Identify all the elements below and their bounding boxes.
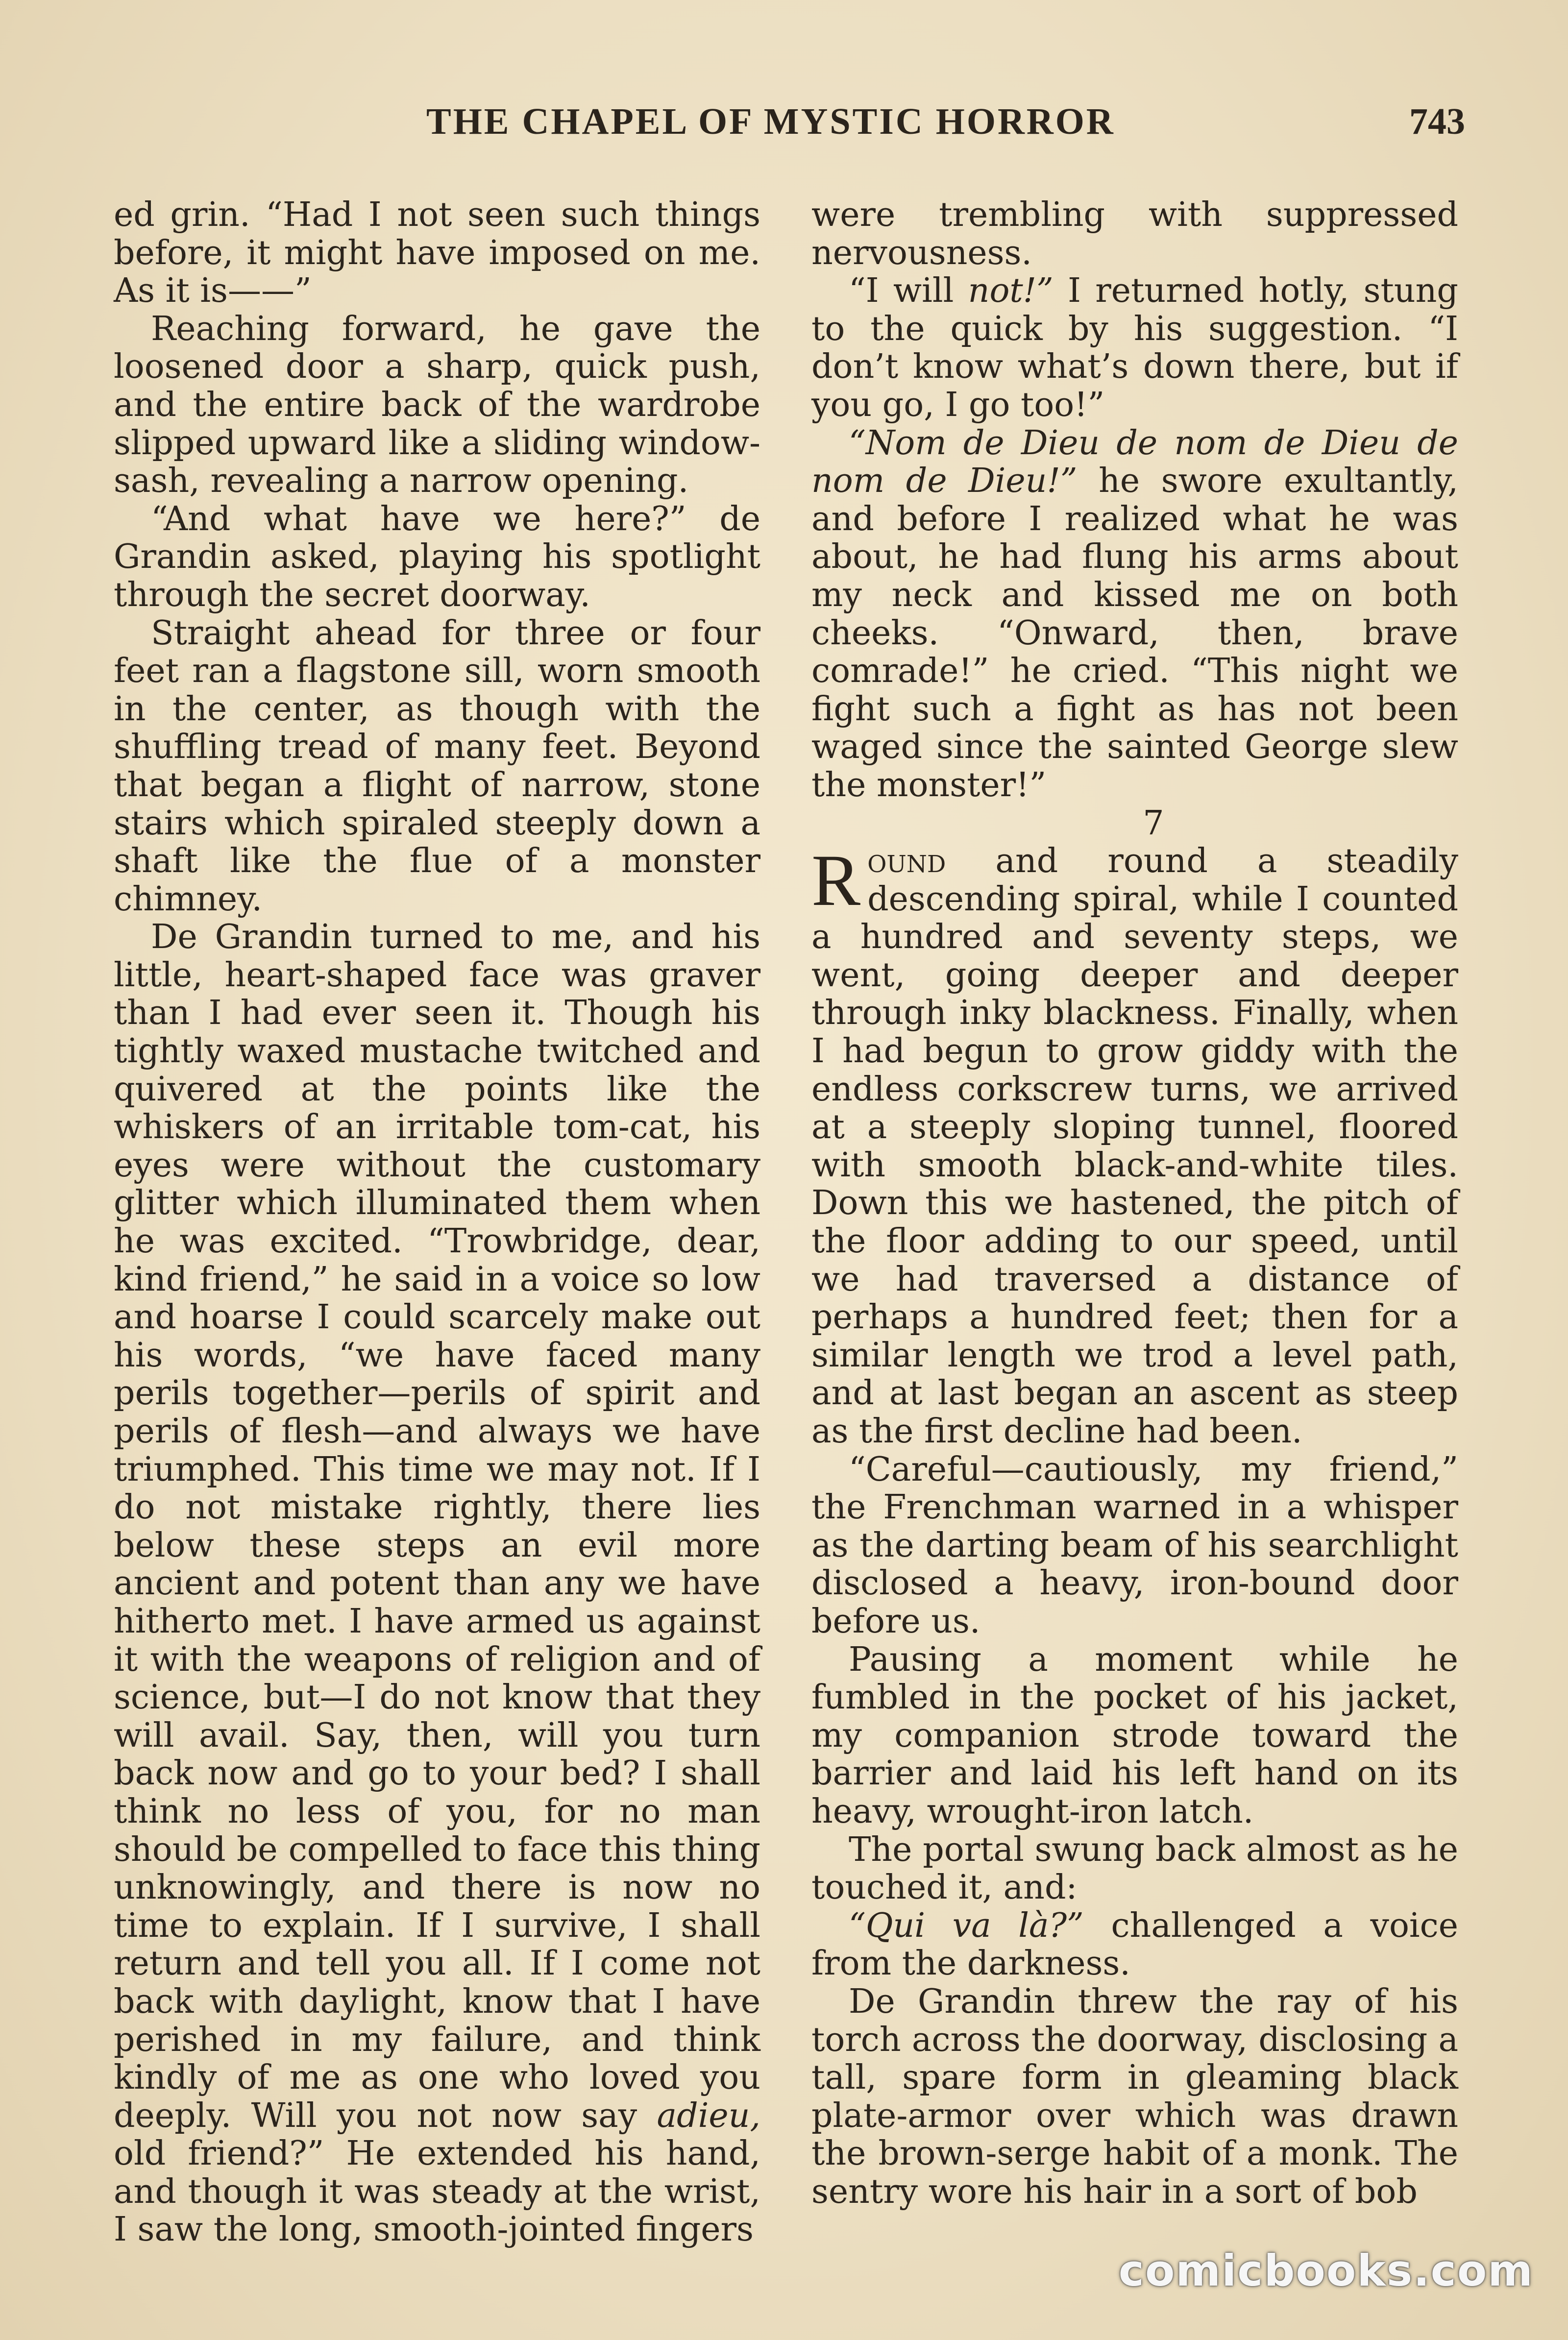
paragraph: were trembling with suppressed nervousness. — [811, 195, 1458, 272]
paragraph — [114, 918, 760, 2249]
paragraph-text: and round a steadily descending spiral, while I counted a hundred and seventy steps, we went, going deeper and deeper through inky blackness. Finally, when I had begun to grow giddy with the endless corkscrew turns, we arrived at a steeply sloping tunnel, floored with smooth black-and-white tiles. Down this we hastened, the pitch of the floor adding to our speed, until we had traversed a distance of perhaps a hundred feet; then for a similar length we trod a level path, and at last began an ascent as steep as the first decline had been. — [811, 842, 1458, 1451]
paragraph — [811, 272, 1458, 424]
paragraph-text: old friend?” He extended his hand, and though it was steady at the wrist, I saw the long, smooth-jointed fingers — [114, 2134, 760, 2249]
paragraph — [811, 1907, 1458, 1983]
italic-text: “Qui va là?” — [849, 1906, 1084, 1945]
italic-text: not!” — [968, 271, 1054, 311]
paragraph-text: challenged a voice from the darkness. — [811, 1906, 1458, 1983]
paragraph-text: I returned hotly, stung to the quick by his suggestion. “I don’t know what’s down there, but if you go, I go too!” — [811, 271, 1458, 424]
running-head — [113, 100, 1465, 145]
paragraph: The portal swung back almost as he touched it, and: — [811, 1830, 1458, 1907]
watermark: comicbooks.com — [1118, 2245, 1534, 2296]
paragraph: “And what have we here?” de Grandin asked, playing his spotlight through the secret doorway. — [114, 499, 760, 614]
italic-word: adieu, — [657, 2096, 761, 2135]
small-caps-lead: ound — [867, 842, 946, 881]
left-column — [114, 196, 760, 2249]
page-number: 743 — [1409, 101, 1465, 142]
paragraph-text: he swore exultantly, and before I realized what he was about, he had flung his arms about my neck and kissed me on both cheeks. “Onward, then, brave comrade!” he cried. “This night we fight such a fight as has not been waged since the sainted George slew the monster!” — [811, 462, 1458, 804]
drop-cap: R — [811, 840, 861, 922]
paragraph: Straight ahead for three or four feet ran a flagstone sill, worn smooth in the center, as though with the shuffling tread of many feet. Beyond that began a flight of narrow, stone stairs which spiraled steeply down a shaft like the flue of a monster chimney. — [114, 613, 760, 919]
section-number: 7 — [1143, 804, 1164, 843]
running-title: THE CHAPEL OF MYSTIC HORROR — [426, 101, 1115, 142]
paragraph: De Grandin threw the ray of his torch across the doorway, disclosing a tall, spare form in gleaming black plate-armor over which was drawn the brown-serge habit of a monk. The sentry wore his hair in a sort of bob — [811, 1982, 1458, 2211]
paragraph-text: “I will — [849, 271, 954, 311]
paragraph: “Careful—cautiously, my friend,” the Frenchman warned in a whisper as the darting beam of his searchlight disclosed a heavy, iron-bound door before us. — [811, 1450, 1458, 1641]
italic-text: “Nom de Dieu de nom de Dieu de nom de Dieu!” — [811, 423, 1458, 501]
paragraph: Reaching forward, he gave the loosened door a sharp, quick push, and the entire back of the wardrobe slipped upward like a sliding window-sash, revealing a narrow opening. — [114, 309, 760, 501]
paragraph — [811, 424, 1458, 804]
paragraph: Pausing a moment while he fumbled in the pocket of his jacket, my companion strode toward the barrier and laid his left hand on its heavy, wrought-iron latch. — [811, 1640, 1458, 1831]
paragraph: ed grin. “Had I not seen such things before, it might have imposed on me. As it is——” — [114, 195, 760, 311]
right-column — [811, 196, 1458, 2211]
paragraph-text: De Grandin turned to me, and his little, heart-shaped face was graver than I had ever seen it. Though his tightly waxed mustache twitched and quivered at the points like the whiskers of an irritable tom-cat, his eyes were without the customary glitter which illuminated them when he was excited. “Trowbridge, dear, kind friend,” he said in a voice so low and hoarse I could scarcely make out his words, “we have faced many perils together—perils of spirit and perils of flesh—and always we have triumphed. This time we may not. If I do not mistake rightly, there lies below these steps an evil more ancient and potent than any we have hitherto met. I have armed us against it with the weapons of religion and of science, but—I do not know that they will avail. Say, then, will you turn back now and go to your bed? I shall think no less of you, for no man should be compelled to face this thing unknowingly, and there is now no time to explain. If I survive, I shall return and tell you all. If I come not back with daylight, know that I have perished in my failure, and think kindly of me as one who loved you deeply. Will you not now say — [114, 918, 760, 2135]
paragraph — [811, 842, 1458, 1451]
